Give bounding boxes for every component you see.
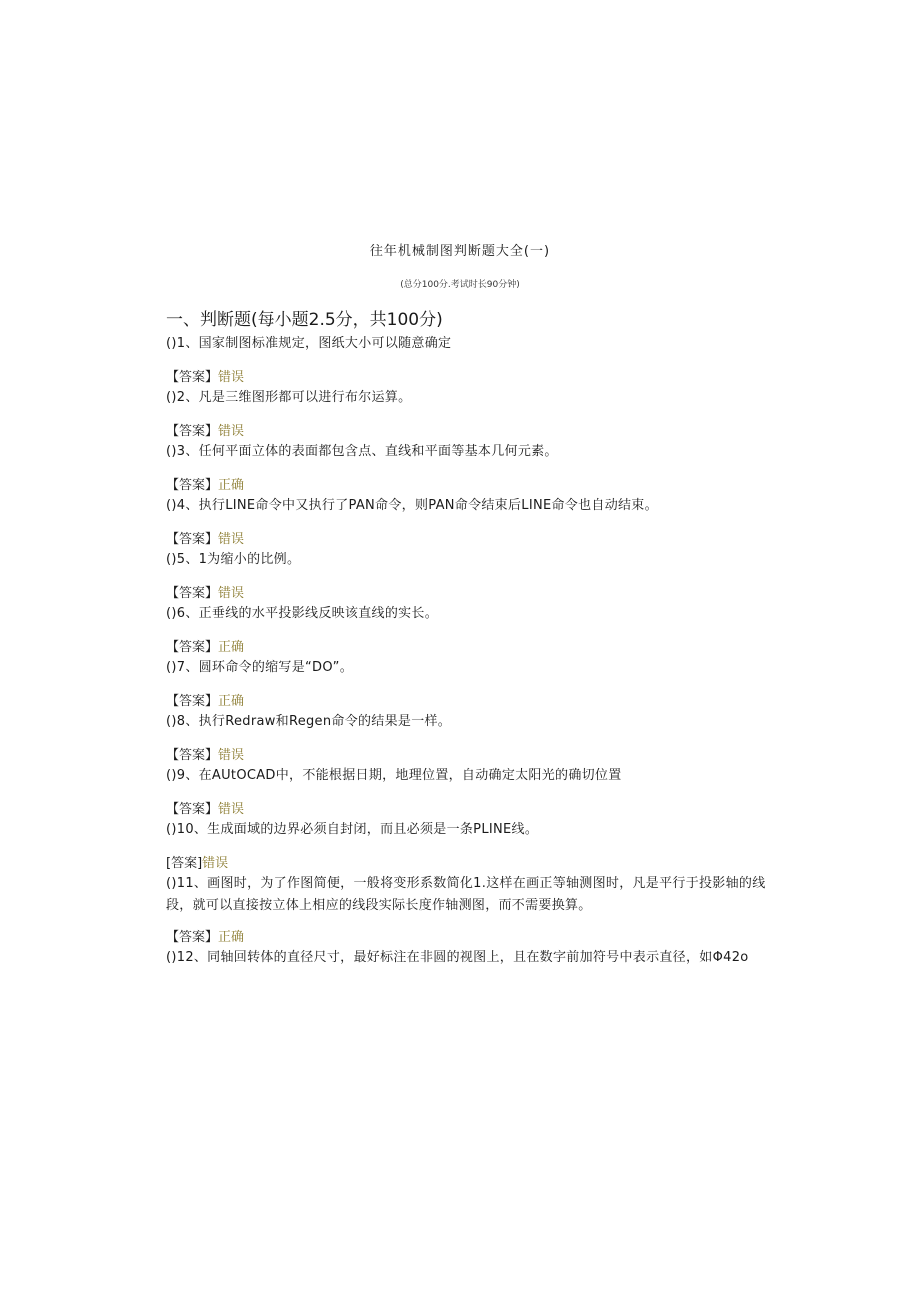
section-heading: 一、判断题(每小题2.5分，共100分) <box>166 310 443 330</box>
answer-label: 【答案】 <box>166 478 219 493</box>
question-item <box>166 333 766 355</box>
question-item <box>166 711 766 733</box>
question-text: ()2、凡是三维图形都可以进行布尔运算。 <box>166 390 412 405</box>
answer-value: 错误 <box>202 856 229 871</box>
answer-value: 错误 <box>218 586 245 601</box>
answer-item <box>166 799 766 821</box>
answer-value: 错误 <box>218 532 245 547</box>
question-item <box>166 947 766 969</box>
document-subtitle: (总分100分.考试时长90分钟) <box>400 280 520 290</box>
question-item <box>166 495 766 517</box>
answer-item <box>166 637 766 659</box>
answer-value: 正确 <box>218 694 245 709</box>
answer-value: 正确 <box>218 478 245 493</box>
question-text: ()9、在AUtOCAD中，不能根据日期，地理位置，自动确定太阳光的确切位置 <box>166 768 622 783</box>
question-item <box>166 549 766 571</box>
question-text: ()6、正垂线的水平投影线反映该直线的实长。 <box>166 606 439 621</box>
answer-value: 错误 <box>218 370 245 385</box>
question-text: ()11、画图时，为了作图简便，一般将变形系数简化1.这样在画正等轴测图时，凡是平行于投影轴的线段，就可以直接按立体上相应的线段实际长度作轴测图，而不需要换算。 <box>166 876 766 913</box>
answer-value: 错误 <box>218 748 245 763</box>
question-text: ()1、国家制图标准规定，图纸大小可以随意确定 <box>166 336 452 351</box>
question-item <box>166 765 766 787</box>
answer-label: [答案] <box>166 856 203 871</box>
question-item <box>166 441 766 463</box>
question-text: ()4、执行LINE命令中又执行了PAN命令，则PAN命令结束后LINE命令也自动结束。 <box>166 498 658 513</box>
answer-item <box>166 745 766 767</box>
answer-item <box>166 853 766 875</box>
answer-item <box>166 475 766 497</box>
answer-item <box>166 583 766 605</box>
answer-item <box>166 691 766 713</box>
answer-label: 【答案】 <box>166 930 219 945</box>
question-item <box>166 603 766 625</box>
answer-value: 错误 <box>218 802 245 817</box>
question-item <box>166 387 766 409</box>
answer-label: 【答案】 <box>166 640 219 655</box>
answer-label: 【答案】 <box>166 424 219 439</box>
answer-item <box>166 529 766 551</box>
question-text: ()7、圆环命令的缩写是“DO”。 <box>166 660 353 675</box>
document-title: 往年机械制图判断题大全(一) <box>369 244 551 259</box>
question-item <box>166 873 766 917</box>
answer-item <box>166 927 766 949</box>
answer-value: 正确 <box>218 930 245 945</box>
answer-label: 【答案】 <box>166 370 219 385</box>
answer-label: 【答案】 <box>166 802 219 817</box>
answer-label: 【答案】 <box>166 694 219 709</box>
answer-item <box>166 421 766 443</box>
answer-value: 正确 <box>218 640 245 655</box>
question-item <box>166 657 766 679</box>
answer-label: 【答案】 <box>166 532 219 547</box>
answer-value: 错误 <box>218 424 245 439</box>
question-text: ()5、1为缩小的比例。 <box>166 552 301 567</box>
question-text: ()8、执行Redraw和Regen命令的结果是一样。 <box>166 714 452 729</box>
question-item <box>166 819 766 841</box>
answer-item <box>166 367 766 389</box>
question-text: ()12、同轴回转体的直径尺寸，最好标注在非圆的视图上，且在数字前加符号中表示直径，如Φ42o <box>166 950 749 965</box>
answer-label: 【答案】 <box>166 748 219 763</box>
answer-label: 【答案】 <box>166 586 219 601</box>
question-text: ()10、生成面域的边界必须自封闭，而且必须是一条PLINE线。 <box>166 822 539 837</box>
question-text: ()3、任何平面立体的表面都包含点、直线和平面等基本几何元素。 <box>166 444 558 459</box>
